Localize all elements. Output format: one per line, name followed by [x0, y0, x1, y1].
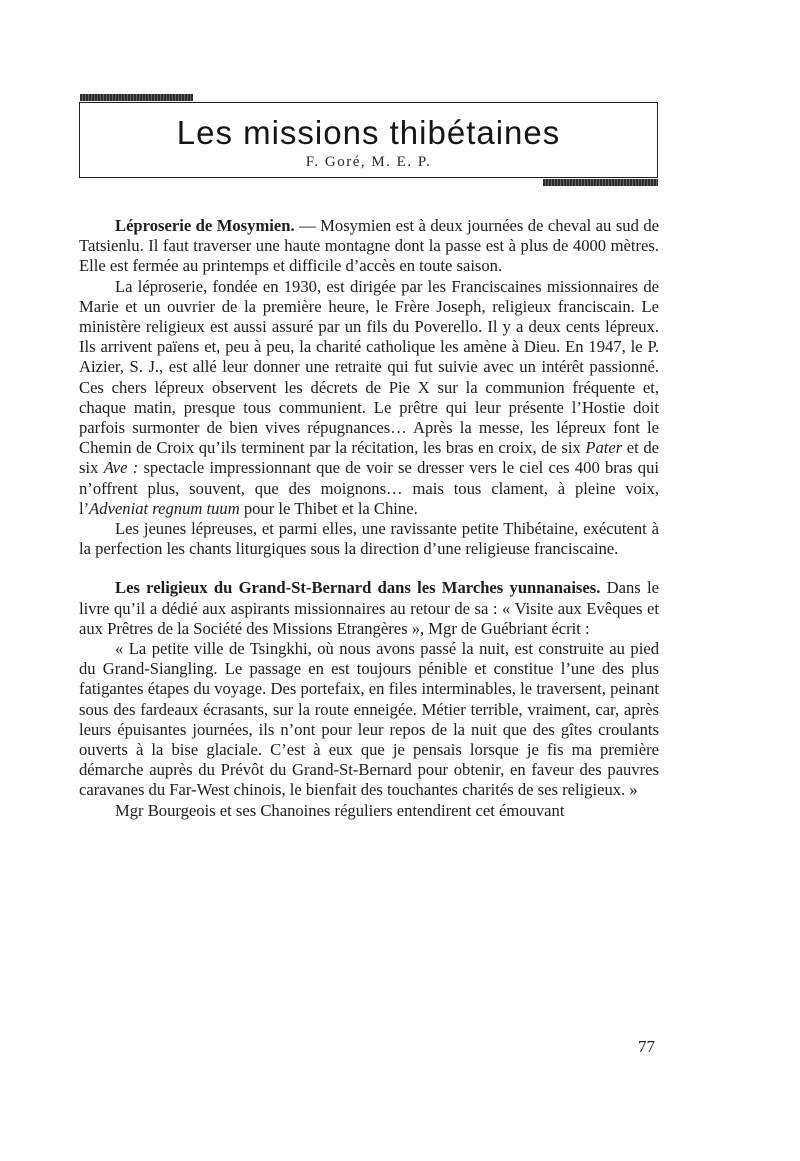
adveniat-phrase: Adveniat regnum tuum	[89, 498, 240, 518]
section-1-paragraph-1	[79, 216, 659, 277]
title-box	[79, 102, 658, 178]
header-ornament-bottom	[543, 179, 658, 186]
page-number: 77	[638, 1037, 655, 1056]
article-body	[79, 216, 659, 821]
section-1-heading: Léproserie de Mosymien.	[115, 216, 295, 235]
article-title: Les missions thibétaines	[176, 114, 561, 151]
section-1-paragraph-2-text-a: La léproserie, fondée en 1930, est dirigée par les Franciscaines missionnaires de Marie et un ouvrier de la première heure, le Frère Joseph, religieux franciscain. Le ministère religieux est aussi assuré par un fils du Poverello. Il y a deux cents lépreux. Ils arrivent païens et, peu à peu, la charité catholique les amène à Dieu. En 1947, le P. Aizier, S. J., est allé leur donner une retraite qui fut suivie avec un intérêt passionné. Ces chers lépreux observent les décrets de Pie X sur la communion fréquente et, chaque matin, presque tous communient. Le prêtre qui leur présente l’Hostie doit parfois surmonter de bien vives répugnances… Après la messe, les lépreux font le Chemin de Croix qu’ils terminent par la récitation, les bras en croix, de six	[79, 276, 659, 458]
section-1-paragraph-3: Les jeunes lépreuses, et parmi elles, une ravissante petite Thibétaine, exécutent à la perfection les chants liturgiques sous la direction d’une religieuse franciscaine.	[79, 519, 659, 559]
article-author: F. Goré, M. E. P.	[305, 154, 432, 170]
section-1-paragraph-1-text: — Mosymien est à deux journées de cheval au sud de Tatsienlu. Il faut traverser une haute montagne dont la passe est à plus de 4000 mètres. Elle est fermée au printemps et difficile d’accès en toute saison.	[79, 216, 659, 276]
section-2-paragraph-1	[79, 578, 659, 639]
section-2-paragraph-3: Mgr Bourgeois et ses Chanoines réguliers entendirent cet émouvant	[115, 800, 565, 820]
ave-word: Ave :	[103, 458, 139, 478]
section-1-paragraph-2-text-d: pour le Thibet et la Chine.	[239, 498, 418, 518]
pater-word: Pater	[585, 438, 623, 458]
section-1-paragraph-2	[79, 277, 659, 519]
section-2-heading: Les religieux du Grand-St-Bernard dans les Marches yunnanaises.	[115, 578, 601, 598]
section-1-paragraph-2-text-c: spectacle impressionnant que de voir se dresser vers le ciel ces 400 bras qui n’offrent plus, souvent, que des moignons… mais tous clament, à pleine voix, l’	[79, 458, 659, 518]
section-gap	[79, 559, 659, 578]
section-1-paragraph-2-text-b: et de six	[79, 438, 659, 478]
header-ornament-top	[80, 94, 193, 101]
section-2-paragraph-2: « La petite ville de Tsingkhi, où nous avons passé la nuit, est construite au pied du Grand-Siangling. Le passage en est toujours pénible et constitue l’une des plus fatigantes étapes du voyage. Des portefaix, en files interminables, le traversent, peinant sous des fardeaux écrasants, sur la route enneigée. Métier terrible, vraiment, car, après leurs épuisantes journées, ils n’ont pour leur repos de la nuit que des gîtes croulants ouverts à la bise glaciale. C’est à eux que je pensais lorsque je fis ma première démarche auprès du Prévôt du Grand-St-Bernard pour obtenir, en faveur des pauvres caravanes du Far-West chinois, le bienfait des touchantes charités de ses religieux. »	[79, 639, 659, 800]
section-2-paragraph-1-text: Dans le livre qu’il a dédié aux aspirants missionnaires au retour de sa : « Visite aux Evêques et aux Prêtres de la Société des Missions Etrangères », Mgr de Guébriant écrit :	[79, 578, 659, 638]
